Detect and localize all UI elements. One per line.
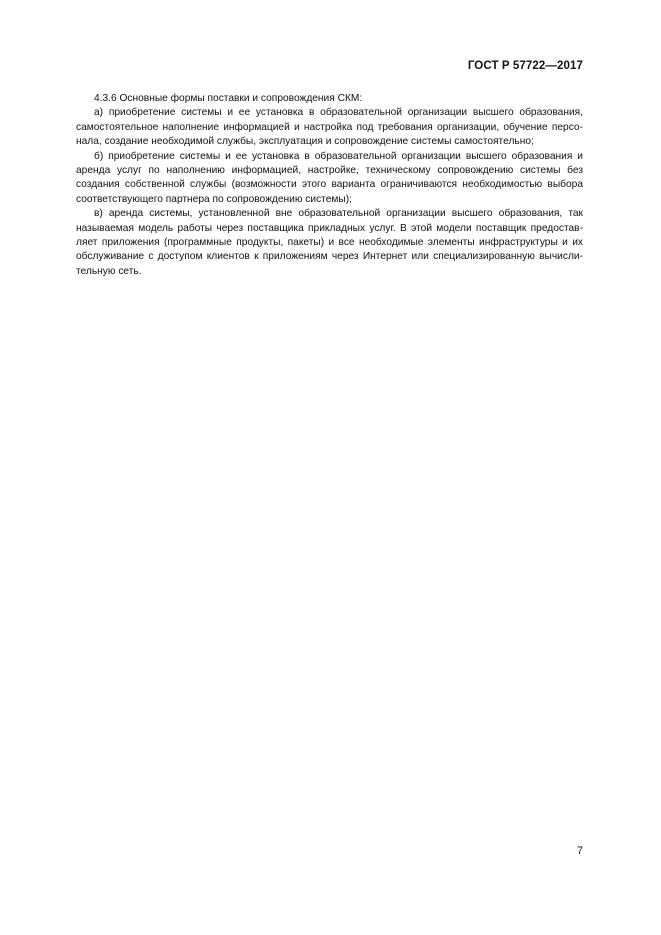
list-item-a: а) приобретение системы и ее установка в образовательной организации высшего образования, самостоятельное наполнение информацией и настройка под требования организации, обучение персонала, создание необходимой службы, эксплуатация и сопровождение системы самостоятельно; — [76, 107, 583, 148]
list-item-b: б) приобретение системы и ее установка в образовательной организации высшего образования и аренда услуг по наполнению информацией, настройке, техническому сопровождению системы без создания собственной службы (возможности этого варианта ограничиваются необходимостью выбора соответствующего партнера по сопровождению системы); — [76, 150, 583, 205]
section-heading-paragraph: 4.3.6 Основные формы поставки и сопровождения СКМ: — [94, 93, 363, 104]
page-number: 7 — [576, 845, 583, 857]
document-body — [76, 92, 583, 279]
list-item-c: в) аренда системы, установленной вне образовательной организации высшего образования, так называемая модель работы через поставщика прикладных услуг. В этой модели поставщик предоставляет приложения (программные продукты, пакеты) и все необходимые элементы инфраструктуры и их обслуживание с доступом клиентов к приложениям через Интернет или специализированную вычислительную сеть. — [76, 208, 583, 277]
document-code: ГОСТ Р 57722—2017 — [467, 60, 583, 72]
